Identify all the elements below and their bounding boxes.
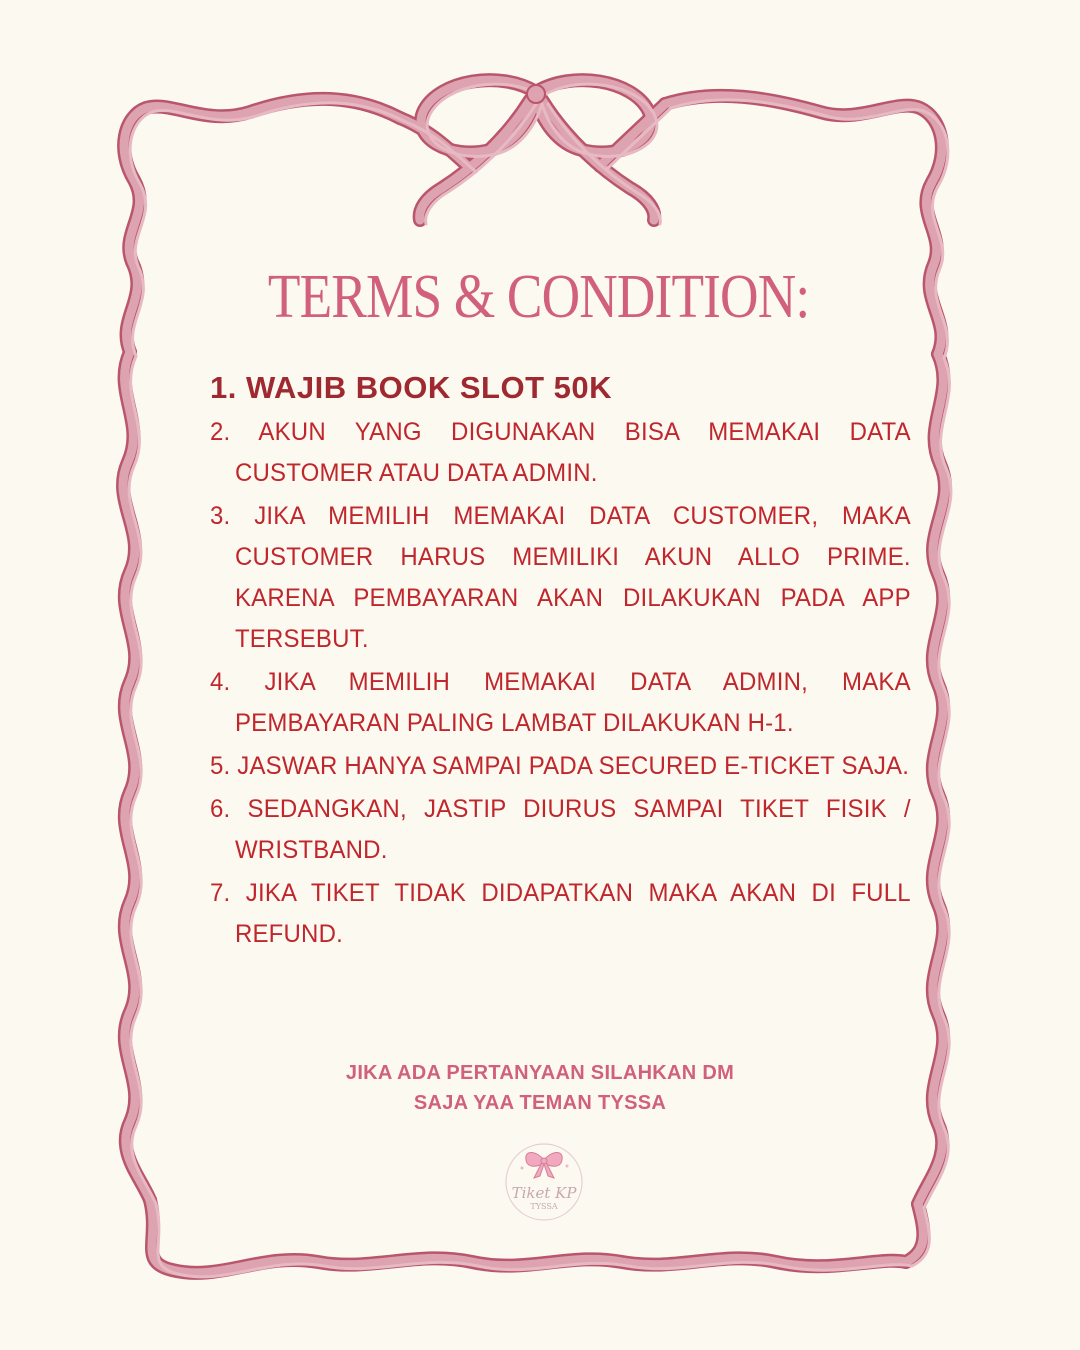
term-item-1: 1. WAJIB BOOK SLOT 50K (210, 370, 613, 405)
brand-logo (496, 1138, 592, 1224)
logo-badge (496, 1138, 592, 1224)
footer-note (0, 1058, 1080, 1118)
footer-line-1: JIKA ADA PERTANYAAN SILAHKAN DM (345, 1062, 735, 1084)
terms-list (210, 370, 911, 957)
term-item-5: 5. JASWAR HANYA SAMPAI PADA SECURED E-TICKET SAJA. (210, 752, 910, 780)
page-title: TERMS & CONDITION: (267, 263, 810, 331)
bow-icon (526, 1153, 562, 1179)
term-item-4: 4. JIKA MEMILIH MEMAKAI DATA ADMIN, MAKA PEMBAYARAN PALING LAMBAT DILAKUKAN H-1. (210, 668, 911, 737)
term-item-3: 3. JIKA MEMILIH MEMAKAI DATA CUSTOMER, MAKA CUSTOMER HARUS MEMILIKI AKUN ALLO PRIME. KARENA PEMBAYARAN AKAN DILAKUKAN PADA APP TERSEBUT. (210, 502, 911, 653)
logo-script: Tiket KP (511, 1184, 577, 1202)
term-item-6: 6. SEDANGKAN, JASTIP DIURUS SAMPAI TIKET FISIK / WRISTBAND. (210, 795, 911, 864)
logo-name: TYSSA (530, 1202, 558, 1211)
term-item-7: 7. JIKA TIKET TIDAK DIDAPATKAN MAKA AKAN DI FULL REFUND. (210, 879, 911, 948)
bow-knot (527, 85, 545, 103)
term-item-2: 2. AKUN YANG DIGUNAKAN BISA MEMAKAI DATA CUSTOMER ATAU DATA ADMIN. (210, 418, 911, 487)
footer-line-2: SAJA YAA TEMAN TYSSA (413, 1092, 667, 1114)
